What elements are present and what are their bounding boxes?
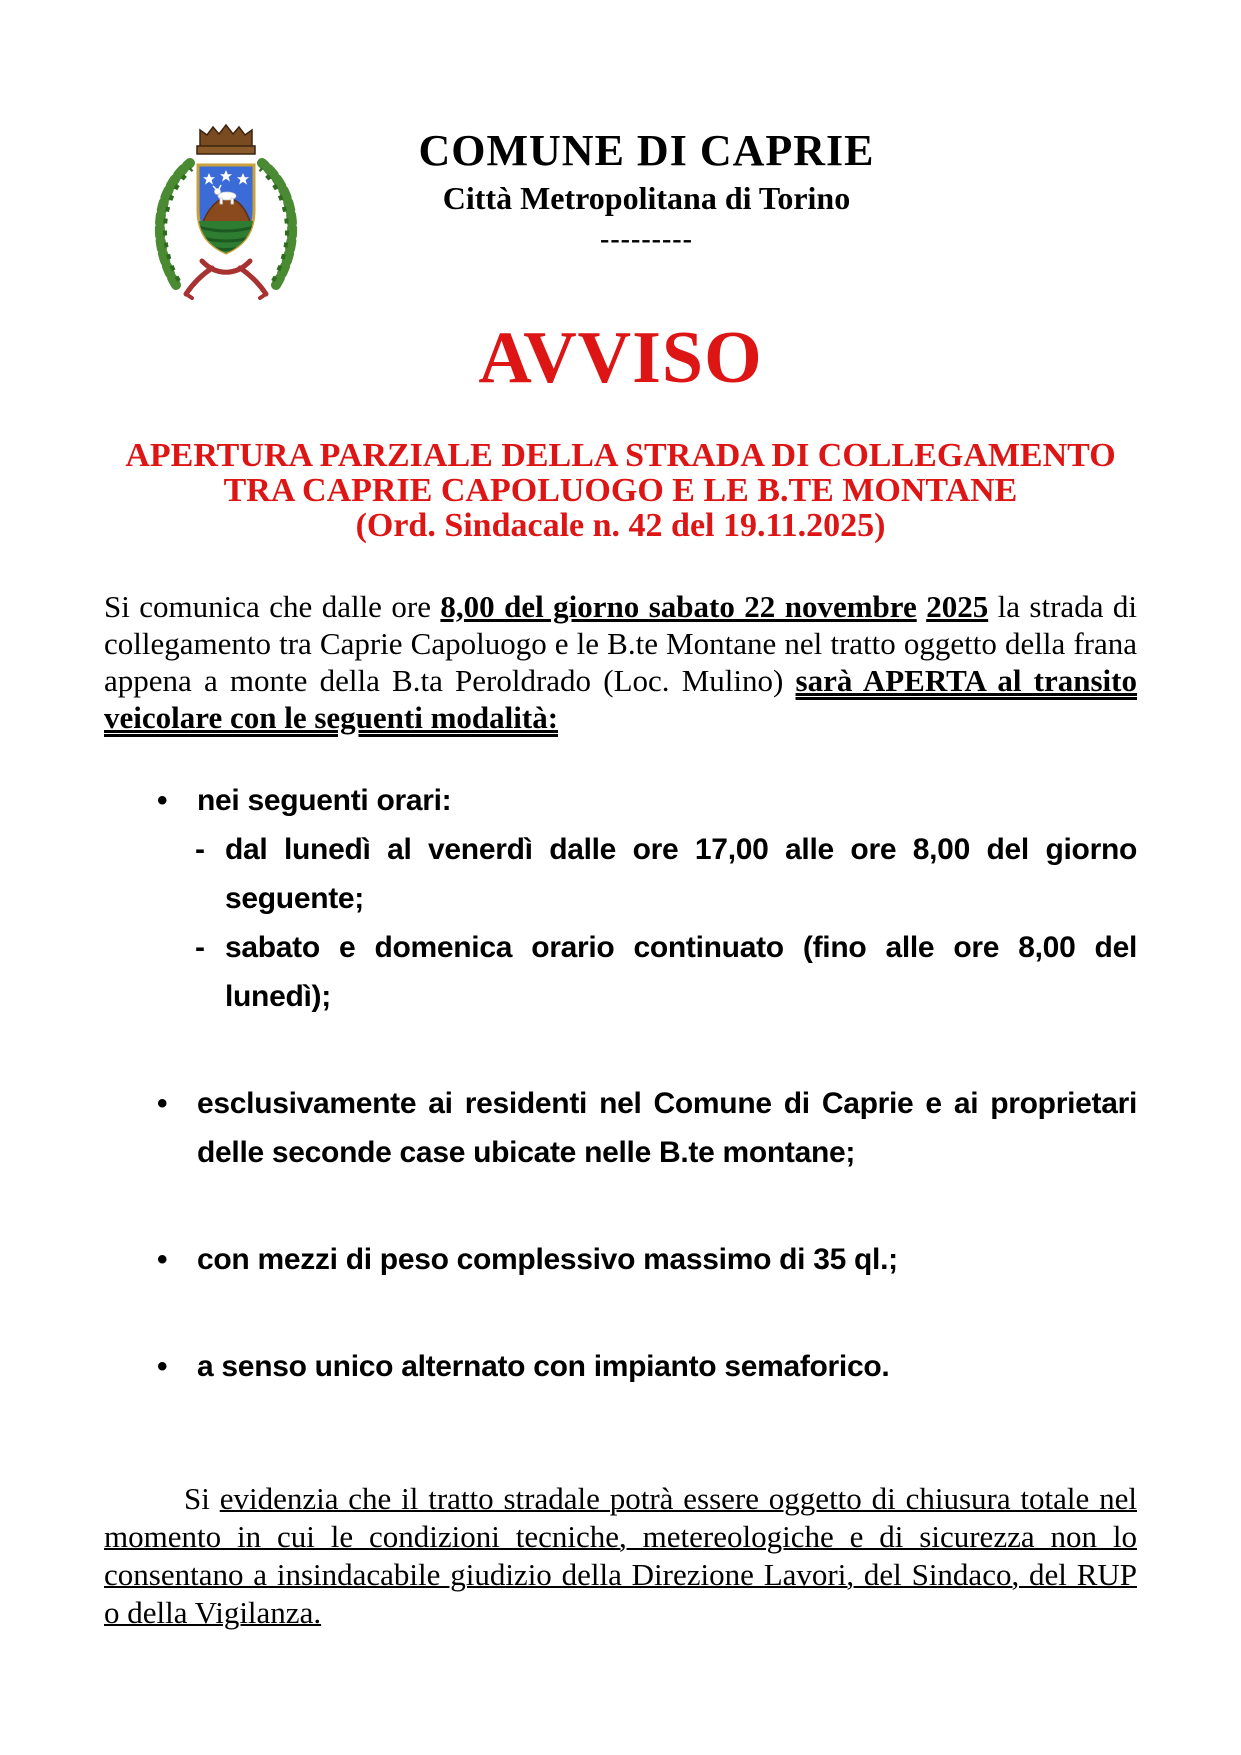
- intro-lead: Si comunica che dalle ore: [104, 589, 441, 624]
- bullet-marker: •: [157, 784, 168, 817]
- document-header: [52, 128, 1241, 254]
- sub-list-item-text: dal lunedì al venerdì dalle ore 17,00 alle ore 8,00 del giorno seguente;: [225, 833, 1137, 915]
- bullet-marker: •: [157, 1350, 168, 1383]
- municipality-subtitle: Città Metropolitana di Torino: [442, 180, 851, 217]
- sub-list-item: [195, 923, 1137, 1021]
- bullet-marker: •: [157, 1243, 168, 1276]
- notice-subtitle-line1: APERTURA PARZIALE DELLA STRADA DI COLLEGAMENTO: [125, 437, 1116, 474]
- header-separator: ---------: [600, 223, 693, 255]
- notice-title: AVVISO: [478, 317, 763, 399]
- dash-marker: -: [195, 931, 205, 964]
- ribbon-icon: [186, 261, 266, 298]
- list-item: [157, 1235, 1137, 1284]
- conditions-list: [157, 776, 1137, 1391]
- list-item: [157, 1342, 1137, 1391]
- list-item-text: a senso unico alternato con impianto semaforico.: [197, 1350, 890, 1383]
- notice-subtitle-line3: (Ord. Sindacale n. 42 del 19.11.2025): [355, 507, 886, 544]
- closing-paragraph: [104, 1480, 1137, 1632]
- intro-year-emphasis: 2025: [926, 589, 989, 624]
- bullet-marker: •: [157, 1087, 168, 1120]
- list-item-text: con mezzi di peso complessivo massimo di 35 ql.;: [197, 1243, 898, 1276]
- sub-list-item: [195, 825, 1137, 923]
- list-item-text: esclusivamente ai residenti nel Comune di Caprie e ai proprietari delle seconde case ubicate nelle B.te montane;: [197, 1087, 1137, 1169]
- intro-middle: la strada di collegamento tra Caprie Capoluogo e le B.te Montane nel tratto oggetto della frana appena a monte della B.ta Peroldrado (Loc. Mulino): [104, 589, 1138, 698]
- closing-underlined-text: evidenzia che il tratto stradale potrà essere oggetto di chiusura totale nel momento in cui le condizioni tecniche, metereologiche e di sicurezza non lo consentano a insindacabile giudizio della Direzione Lavori, del Sindaco, del RUP o della Vigilanza.: [104, 1481, 1138, 1630]
- intro-opening-emphasis: sarà APERTA al transito veicolare con le seguenti modalità:: [104, 663, 1137, 735]
- municipality-title: COMUNE DI CAPRIE: [418, 126, 875, 175]
- notice-subtitle: [0, 438, 1241, 543]
- intro-paragraph: [104, 588, 1137, 736]
- sub-list-item-text: sabato e domenica orario continuato (fino alle ore 8,00 del lunedì);: [225, 931, 1137, 1013]
- intro-gap: [917, 589, 926, 624]
- list-item: [157, 776, 1137, 1021]
- list-item-text: nei seguenti orari:: [197, 784, 452, 817]
- notice-subtitle-line2: TRA CAPRIE CAPOLUOGO E LE B.TE MONTANE: [223, 472, 1018, 509]
- intro-date-emphasis: 8,00 del giorno sabato 22 novembre: [440, 589, 917, 624]
- list-item: [157, 1079, 1137, 1177]
- closing-lead: Si: [184, 1481, 220, 1516]
- sub-list: [197, 825, 1137, 1021]
- dash-marker: -: [195, 833, 205, 866]
